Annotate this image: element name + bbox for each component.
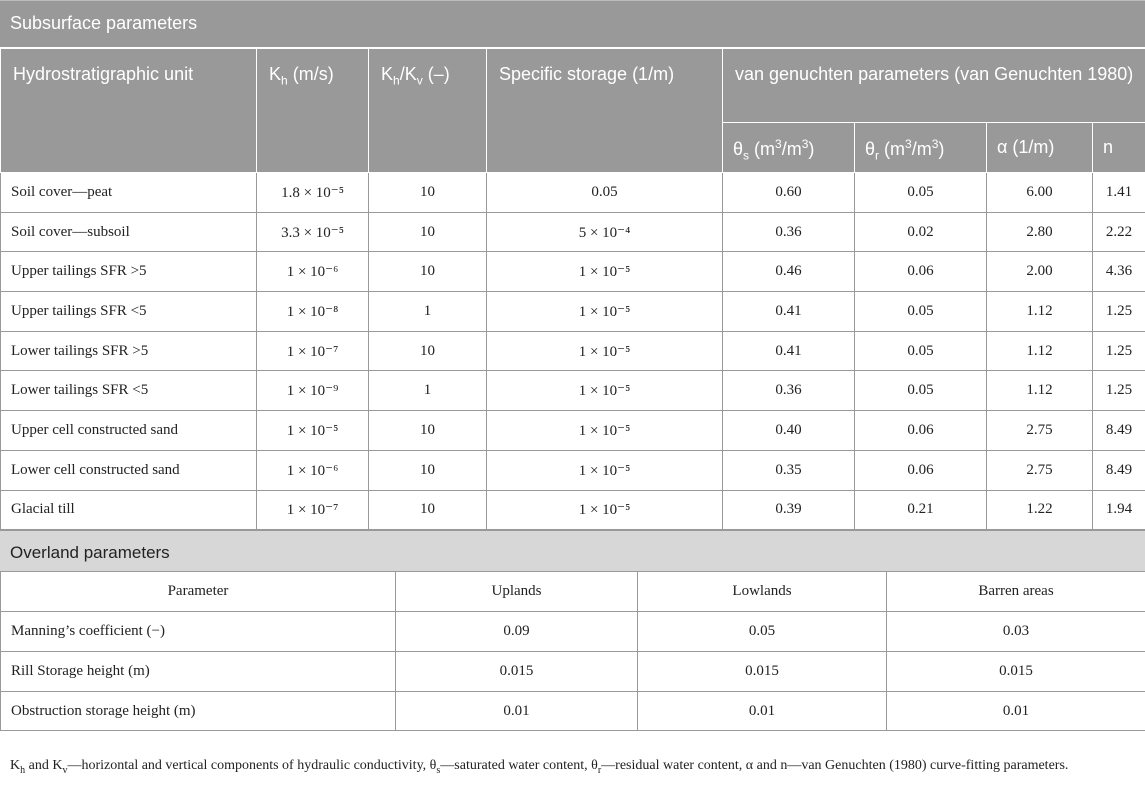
subsurface-section-title: Subsurface parameters (0, 0, 1145, 48)
table-row: Lower tailings SFR >5 1 × 10⁻⁷ 10 1 × 10⁻⁵ 0.41 0.05 1.12 1.25 (1, 331, 1145, 371)
table-row: Lower tailings SFR <5 1 × 10⁻⁹ 1 1 × 10⁻⁵ 0.36 0.05 1.12 1.25 (1, 371, 1145, 411)
table-row: Soil cover—peat 1.8 × 10⁻⁵ 10 0.05 0.60 0.05 6.00 1.41 (1, 173, 1145, 213)
table-row: Lower cell constructed sand 1 × 10⁻⁶ 10 1 × 10⁻⁵ 0.35 0.06 2.75 8.49 (1, 450, 1145, 490)
table-row: Obstruction storage height (m) 0.01 0.01 0.01 (1, 691, 1145, 731)
table-row: Rill Storage height (m) 0.015 0.015 0.015 (1, 652, 1145, 692)
header-barren-areas: Barren areas (887, 572, 1145, 612)
header-uplands: Uplands (396, 572, 638, 612)
table-footnote: $K_h$ and $K_v—horizontal$ and vertical components of hydraulic conductivity, $\theta_s—saturated$ water content, $\theta_r—residual$ water content, α and n—van Genuchten (1980) curve-fitting parameters. (10, 758, 1069, 776)
table-row: Upper cell constructed sand 1 × 10⁻⁵ 10 1 × 10⁻⁵ 0.40 0.06 2.75 8.49 (1, 411, 1145, 451)
table-row: Glacial till 1 × 10⁻⁷ 10 1 × 10⁻⁵ 0.39 0.21 1.22 1.94 (1, 490, 1145, 530)
header-van-genuchten: van genuchten parameters (van Genuchten 1980) (723, 49, 1145, 123)
subsurface-table (0, 48, 1145, 530)
table-row: Manning’s coefficient (−) 0.09 0.05 0.03 (1, 612, 1145, 652)
header-alpha: α (1/m) (987, 123, 1093, 173)
header-parameter: Parameter (1, 572, 396, 612)
table-row: Soil cover—subsoil 3.3 × 10⁻⁵ 10 5 × 10⁻⁴ 0.36 0.02 2.80 2.22 (1, 212, 1145, 252)
header-n: n (1093, 123, 1145, 173)
table-row: Upper tailings SFR >5 1 × 10⁻⁶ 10 1 × 10⁻⁵ 0.46 0.06 2.00 4.36 (1, 252, 1145, 292)
header-specific-storage: Specific storage (1/m) (487, 49, 723, 173)
header-theta-r: $\theta_r$ $(m^3/m^3)$ (855, 123, 987, 173)
header-kh-kv: $K_h/K_v$ (–) (369, 49, 487, 173)
header-theta-s: $\theta_s$ $(m^3/m^3)$ (723, 123, 855, 173)
table-row: Upper tailings SFR <5 1 × 10⁻⁸ 1 1 × 10⁻⁵ 0.41 0.05 1.12 1.25 (1, 292, 1145, 332)
header-lowlands: Lowlands (638, 572, 887, 612)
overland-header-row (1, 572, 1145, 612)
header-unit: Hydrostratigraphic unit (1, 49, 257, 173)
header-kh: $K_h$ (m/s) (257, 49, 369, 173)
overland-section-title: Overland parameters (0, 530, 1145, 572)
overland-table (0, 572, 1145, 731)
